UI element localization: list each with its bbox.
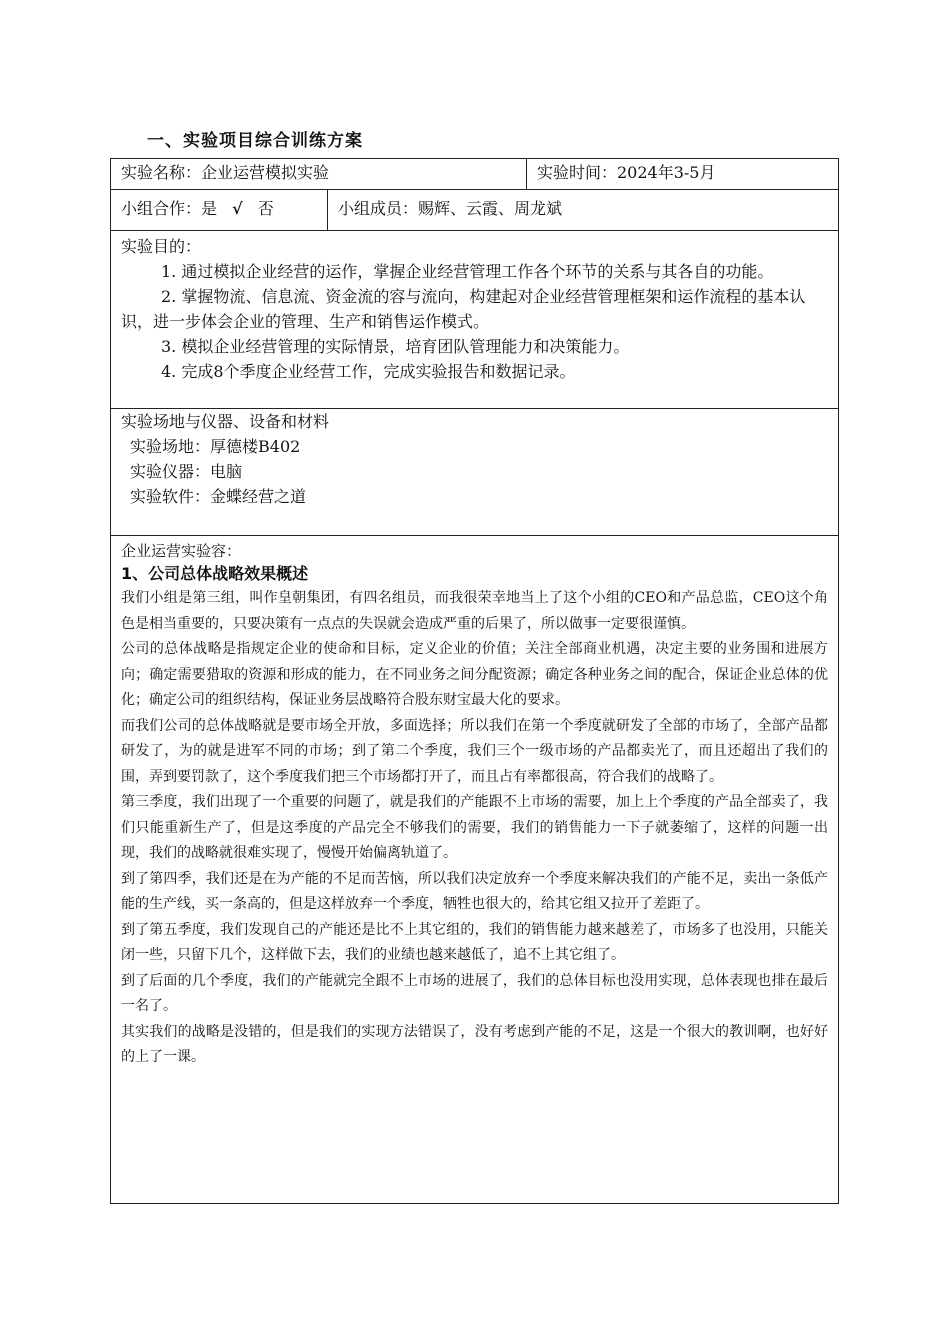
content-paragraph: 其实我们的战略是没错的，但是我们的实现方法错误了，没有考虑到产能的不足，这是一个很大的教训啊，也好好的上了一课。 — [121, 1023, 828, 1065]
row-name-time — [111, 159, 838, 190]
venue-location: 实验场地：厚德楼B402 — [130, 437, 301, 456]
content-paragraph: 公司的总体战略是指规定企业的使命和目标，定义企业的价值；关注全部商业机遇，决定主要的业务围和进展方向；确定需要猎取的资源和形成的能力，在不同业务之间分配资源；确定各种业务之间的配合，保证企业总体的优化；确定公司的组织结构，保证业务层战略符合股东财宝最大化的要求。 — [121, 641, 828, 708]
coop-label: 小组合作：是 — [121, 199, 218, 218]
row-content — [111, 536, 838, 1203]
purpose-item: 4. 完成8个季度企业经营工作，完成实验报告和数据记录。 — [161, 362, 576, 381]
coop-no: 否 — [257, 199, 274, 218]
venue-title: 实验场地与仪器、设备和材料 — [121, 412, 330, 431]
purpose-item: 2. 掌握物流、信息流、资金流的容与流向，构建起对企业经营管理框架和运作流程的基本认识，进一步体会企业的管理、生产和销售运作模式。 — [121, 287, 806, 331]
row-purpose — [111, 231, 838, 409]
purpose-block — [121, 234, 828, 384]
section-heading: 一、实验项目综合训练方案 — [147, 131, 363, 151]
experiment-table — [110, 158, 839, 1204]
content-paragraph: 而我们公司的总体战略就是要市场全开放，多面选择；所以我们在第一个季度就研发了全部的市场了，全部产品都研发了，为的就是进军不同的市场；到了第二个季度，我们三个一级市场的产品都卖光了，而且还超出了我们的围，弄到要罚款了，这个季度我们把三个市场都打开了，而且占有率都很高，符合我们的战略了。 — [121, 717, 828, 785]
content-title: 企业运营实验容： — [121, 542, 242, 560]
content-paragraph: 第三季度，我们出现了一个重要的问题了，就是我们的产能跟不上市场的需要，加上上个季度的产品全部卖了，我们只能重新生产了，但是这季度的产品完全不够我们的需要，我们的销售能力一下子就萎缩了，这样的问题一出现，我们的战略就很难实现了，慢慢开始偏离轨道了。 — [121, 794, 828, 861]
purpose-item: 1. 通过模拟企业经营的运作，掌握企业经营管理工作各个环节的关系与其各自的功能。 — [161, 262, 774, 281]
content-paragraph: 到了第五季度，我们发现自己的产能还是比不上其它组的，我们的销售能力越来越差了，市场多了也没用，只能关闭一些，只留下几个，这样做下去，我们的业绩也越来越低了，追不上其它组了。 — [121, 921, 828, 963]
cell-group-members — [328, 190, 838, 230]
cell-experiment-time — [527, 159, 838, 189]
content-paragraph: 到了后面的几个季度，我们的产能就完全跟不上市场的进展了，我们的总体目标也没用实现，总体表现也排在最后一名了。 — [121, 972, 828, 1014]
content-paragraph: 我们小组是第三组，叫作皇朝集团，有四名组员，而我很荣幸地当上了这个小组的CEO和产品总监，CEO这个角色是相当重要的，只要决策有一点点的失误就会造成严重的后果了，所以做事一定要很谨慎。 — [121, 590, 828, 632]
check-mark-icon: √ — [232, 199, 243, 218]
content-paragraph: 到了第四季，我们还是在为产能的不足而苦恼，所以我们决定放弃一个季度来解决我们的产能不足，卖出一条低产能的生产线，买一条高的，但是这样放弃一个季度，牺牲也很大的，给其它组又拉开了差距了。 — [121, 870, 828, 912]
purpose-item: 3. 模拟企业经营管理的实际情景，培育团队管理能力和决策能力。 — [161, 337, 630, 356]
experiment-name: 实验名称：企业运营模拟实验 — [121, 163, 330, 182]
cell-group-coop — [111, 190, 328, 230]
venue-software: 实验软件：金蝶经营之道 — [130, 487, 307, 506]
purpose-title: 实验目的： — [121, 237, 202, 256]
row-coop-members — [111, 190, 838, 231]
row-venue — [111, 409, 838, 536]
cell-experiment-name — [111, 159, 527, 189]
experiment-time: 实验时间：2024年3-5月 — [537, 163, 716, 182]
venue-block — [121, 409, 828, 509]
group-coop — [121, 190, 274, 228]
venue-instrument: 实验仪器：电脑 — [130, 462, 243, 481]
content-block — [121, 540, 828, 1071]
group-members: 小组成员：赐辉、云霞、周龙斌 — [338, 199, 563, 218]
section-title: 1、公司总体战略效果概述 — [121, 564, 309, 583]
